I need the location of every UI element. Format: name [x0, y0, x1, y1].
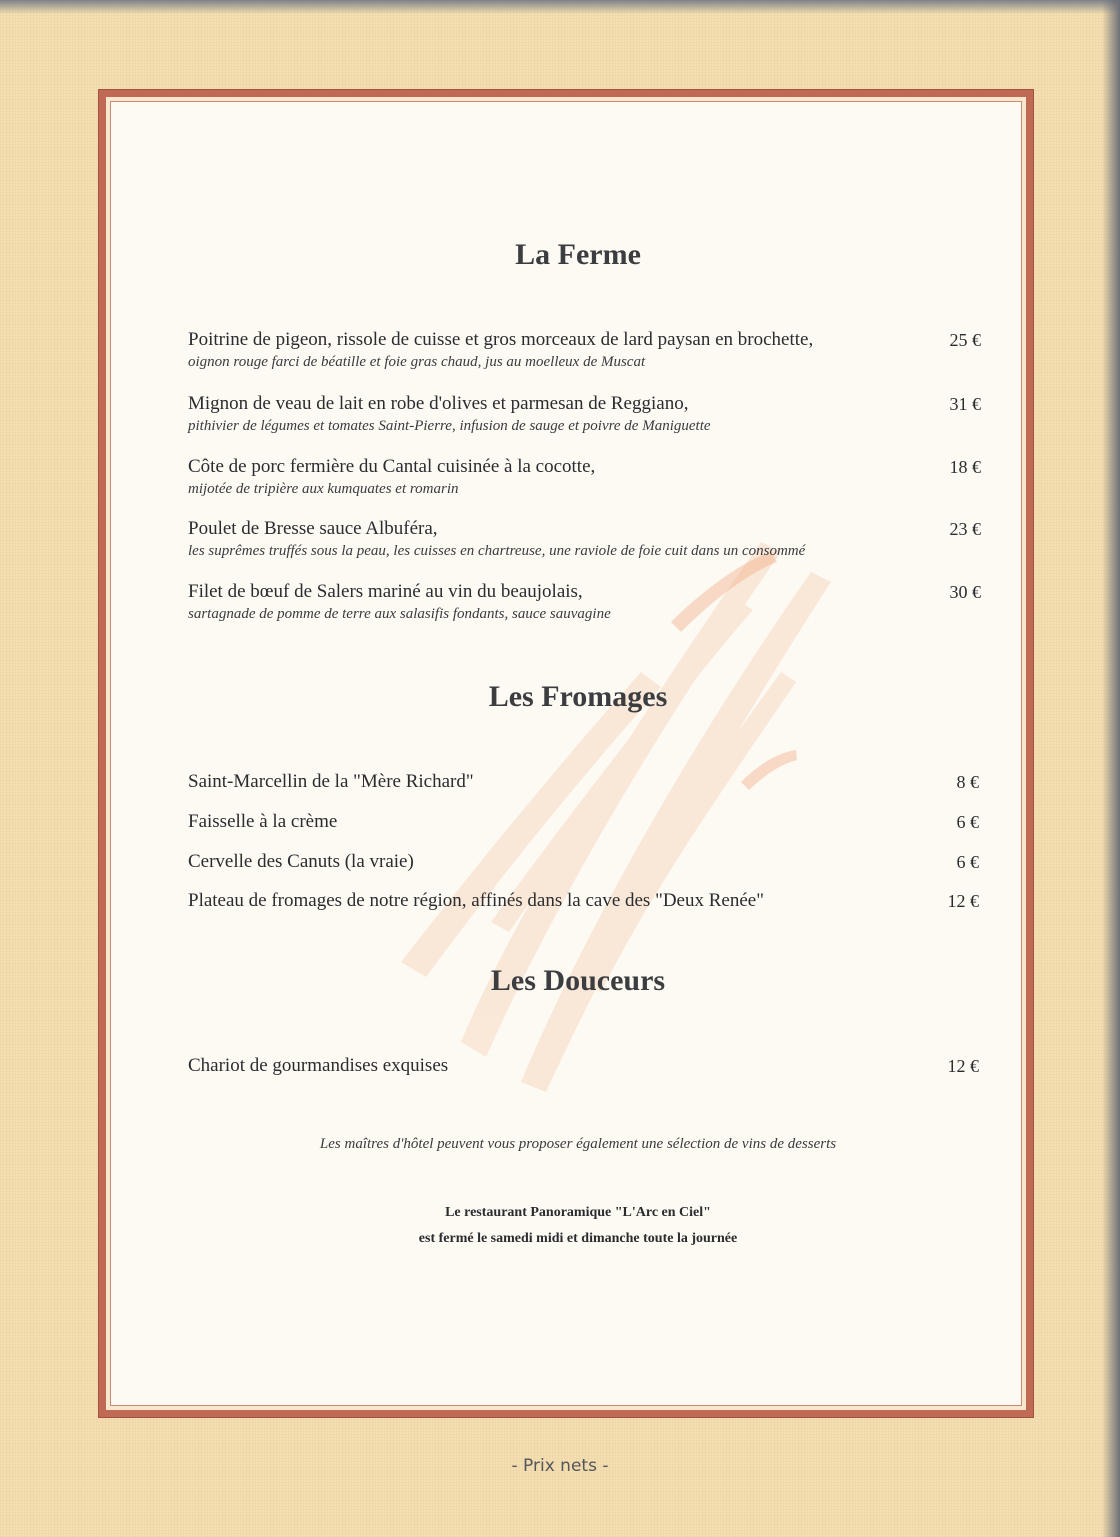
section-title-les-fromages: Les Fromages — [488, 680, 668, 713]
dish-price: 12 € — [947, 891, 979, 911]
page-edge-shadow-right — [1102, 0, 1120, 1537]
dish-price: 30 € — [949, 582, 981, 602]
menu-content — [111, 102, 1021, 1405]
menu-panel — [110, 101, 1022, 1406]
menu-item — [188, 810, 981, 834]
frame-inner-band — [106, 97, 1026, 1410]
menu-item — [188, 392, 981, 436]
menu-item — [188, 889, 981, 913]
dish-price: 23 € — [949, 519, 981, 539]
dish-name: Cervelle des Canuts (la vraie) — [188, 851, 414, 872]
dish-name: Poulet de Bresse sauce Albuféra, — [188, 518, 438, 539]
menu-item — [188, 850, 981, 874]
dish-name: Chariot de gourmandises exquises — [188, 1055, 449, 1076]
menu-item — [188, 328, 981, 372]
menu-item — [188, 517, 981, 561]
dish-description: sartagnade de pomme de terre aux salasifis fondants, sauce sauvagine — [188, 606, 611, 622]
dish-name: Saint-Marcellin de la "Mère Richard" — [188, 771, 474, 792]
dish-name: Faisselle à la crème — [188, 811, 338, 832]
menu-item — [188, 1054, 981, 1078]
dish-description: oignon rouge farci de béatille et foie gras chaud, jus au moelleux de Muscat — [188, 354, 646, 370]
dish-description: pithivier de légumes et tomates Saint-Pierre, infusion de sauge et poivre de Maniguette — [188, 418, 711, 434]
price-footer: - Prix nets - — [511, 1456, 609, 1476]
section-title-les-douceurs: Les Douceurs — [490, 964, 666, 997]
dish-name: Plateau de fromages de notre région, affinés dans la cave des "Deux Renée" — [188, 890, 764, 911]
dish-name: Filet de bœuf de Salers mariné au vin du beaujolais, — [188, 581, 583, 602]
dish-name: Poitrine de pigeon, rissole de cuisse et gros morceaux de lard paysan en brochette, — [188, 329, 814, 350]
dish-name: Mignon de veau de lait en robe d'olives et parmesan de Reggiano, — [188, 393, 689, 414]
dish-name: Côte de porc fermière du Cantal cuisinée à la cocotte, — [188, 456, 596, 477]
dish-price: 18 € — [949, 457, 981, 477]
dish-description: les suprêmes truffés sous la peau, les cuisses en chartreuse, une raviole de foie cuit dans un consommé — [188, 543, 806, 559]
dish-price: 25 € — [949, 330, 981, 350]
dish-price: 6 € — [956, 852, 979, 872]
closing-hours-line-1: Le restaurant Panoramique "L'Arc en Ciel" — [445, 1205, 711, 1220]
dish-price: 6 € — [956, 812, 979, 832]
section-title-la-ferme: La Ferme — [515, 238, 641, 271]
dish-price: 8 € — [956, 772, 979, 792]
dish-price: 31 € — [949, 394, 981, 414]
menu-item — [188, 770, 981, 794]
menu-frame — [99, 90, 1033, 1417]
menu-item — [188, 580, 981, 624]
wine-note: Les maîtres d'hôtel peuvent vous proposer également une sélection de vins de desserts — [319, 1136, 837, 1152]
dish-price: 12 € — [947, 1056, 979, 1076]
dish-description: mijotée de tripière aux kumquates et romarin — [188, 481, 459, 497]
closing-hours-line-2: est fermé le samedi midi et dimanche toute la journée — [418, 1231, 738, 1246]
page-edge-shadow — [0, 0, 1120, 14]
menu-item — [188, 455, 981, 499]
